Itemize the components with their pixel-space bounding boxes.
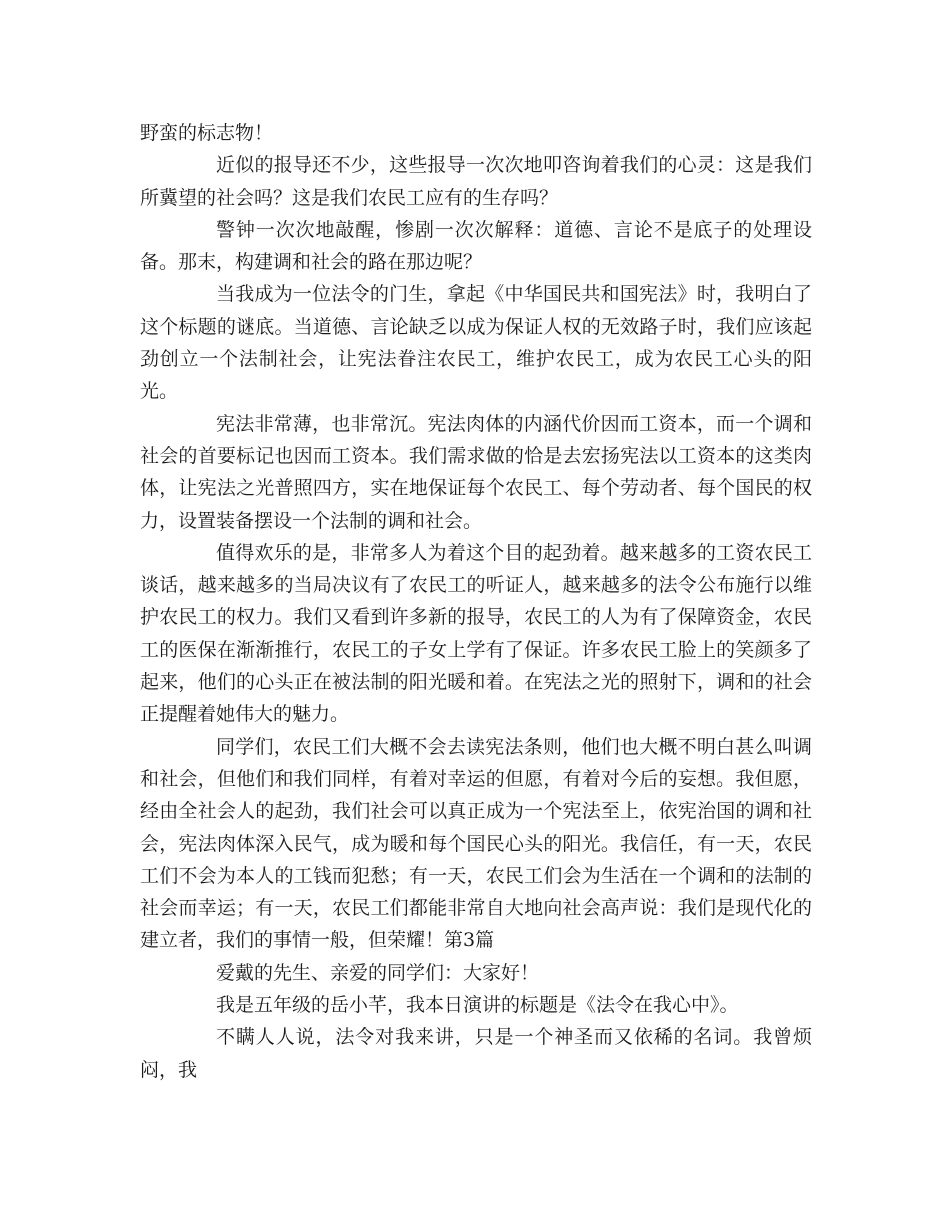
paragraph: 同学们，农民工们大概不会去读宪法条则，他们也大概不明白甚么叫调和社会，但他们和我们同样，有着对幸运的但愿，有着对今后的妄想。我但愿，经由全社会人的起劲，我们社会可以真正成为一个宪法至上，依宪治国的调和社会，宪法肉体深入民气，成为暖和每个国民心头的阳光。我信任，有一天，农民工们不会为本人的工钱而犯愁；有一天，农民工们会为生活在一个调和的法制的社会而幸运；有一天，农民工们都能非常自大地向社会高声说：我们是现代化的建立者，我们的事情一般，但荣耀！第3篇 [140,735,812,952]
paragraph: 近似的报导还不少，这些报导一次次地叩咨询着我们的心灵：这是我们所冀望的社会吗？这是我们农民工应有的生存吗？ [140,154,812,209]
paragraph: 不瞒人人说，法令对我来讲，只是一个神圣而又依稀的名词。我曾烦闷，我 [140,1026,812,1081]
paragraph: 当我成为一位法令的门生，拿起《中华国民共和国宪法》时，我明白了这个标题的谜底。当道德、言论缺乏以成为保证人权的无效路子时，我们应该起劲创立一个法制社会，让宪法眷注农民工，维护农民工，成为农民工心头的阳光。 [140,283,812,403]
paragraph: 野蛮的标志物！ [140,122,274,144]
paragraph: 警钟一次次地敲醒，惨剧一次次解释：道德、言论不是底子的处理设备。那末，构建调和社会的路在那边呢？ [140,218,812,274]
paragraph: 值得欢乐的是，非常多人为着这个目的起劲着。越来越多的工资农民工谈话，越来越多的当局决议有了农民工的听证人，越来越多的法令公布施行以维护农民工的权力。我们又看到许多新的报导，农民工的人为有了保障资金，农民工的医保在渐渐推行，农民工的子女上学有了保证。许多农民工脸上的笑颜多了起来，他们的心头正在被法制的阳光暖和着。在宪法之光的照射下，调和的社会正提醒着她伟大的魅力。 [140,541,812,726]
paragraph: 爱戴的先生、亲爱的同学们：大家好！ [216,961,540,984]
paragraph: 我是五年级的岳小芊，我本日演讲的标题是《法令在我心中》。 [216,994,739,1017]
paragraph: 宪法非常薄，也非常沉。宪法肉体的内涵代价因而工资本，而一个调和社会的首要标记也因而工资本。我们需求做的恰是去宏扬宪法以工资本的这类肉体，让宪法之光普照四方，实在地保证每个农民工、每个劳动者、每个国民的权力，设置装备摆设一个法制的调和社会。 [140,412,812,532]
document-body [140,117,812,1086]
